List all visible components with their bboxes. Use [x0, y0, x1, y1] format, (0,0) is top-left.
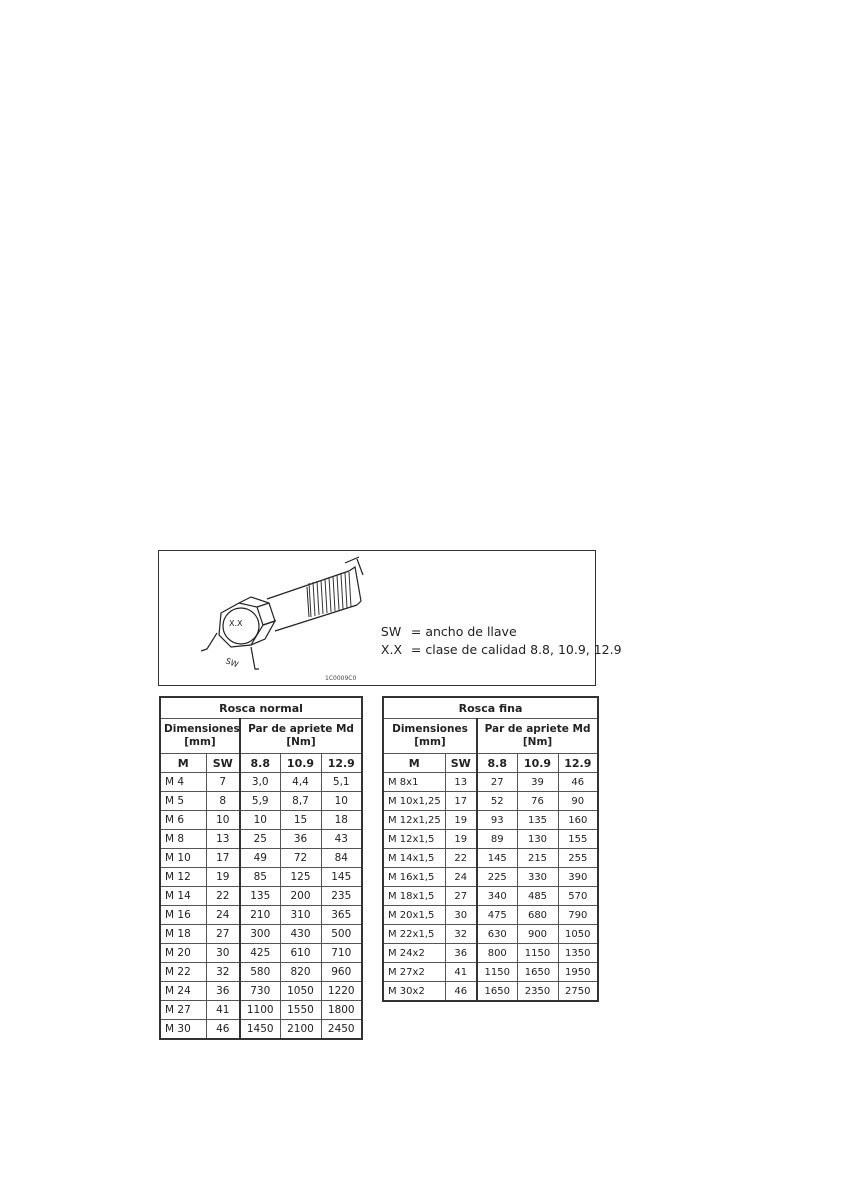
cell-10-9: 76: [517, 792, 558, 811]
cell-8-8: 10: [240, 811, 280, 830]
cell-sw: 24: [206, 906, 240, 925]
col-m: M: [160, 754, 206, 773]
cell-size: M 18x1,5: [383, 887, 445, 906]
cell-sw: 27: [445, 887, 477, 906]
cell-12-9: 255: [558, 849, 598, 868]
cell-sw: 32: [445, 925, 477, 944]
group-dimensions: Dimensiones [mm]: [383, 719, 477, 754]
cell-size: M 30x2: [383, 982, 445, 1002]
sw-mark-text: SW: [224, 656, 240, 670]
cell-size: M 22: [160, 963, 206, 982]
table-row: [383, 811, 598, 830]
table-row: [383, 925, 598, 944]
table-row: [383, 868, 598, 887]
cell-8-8: 93: [477, 811, 517, 830]
cell-8-8: 1100: [240, 1001, 280, 1020]
cell-10-9: 1150: [517, 944, 558, 963]
cell-size: M 14: [160, 887, 206, 906]
cell-sw: 30: [445, 906, 477, 925]
col-12-9: 12.9: [558, 754, 598, 773]
cell-12-9: 1050: [558, 925, 598, 944]
cell-size: M 20: [160, 944, 206, 963]
cell-sw: 24: [445, 868, 477, 887]
cell-10-9: 135: [517, 811, 558, 830]
cell-10-9: 430: [280, 925, 321, 944]
table-title: Rosca normal: [160, 697, 362, 719]
table-row: [160, 811, 362, 830]
col-8-8: 8.8: [477, 754, 517, 773]
cell-8-8: 5,9: [240, 792, 280, 811]
cell-12-9: 390: [558, 868, 598, 887]
cell-8-8: 49: [240, 849, 280, 868]
cell-10-9: 1050: [280, 982, 321, 1001]
cell-10-9: 36: [280, 830, 321, 849]
cell-8-8: 630: [477, 925, 517, 944]
cell-sw: 30: [206, 944, 240, 963]
cell-12-9: 18: [321, 811, 362, 830]
cell-8-8: 300: [240, 925, 280, 944]
cell-sw: 22: [445, 849, 477, 868]
cell-12-9: 46: [558, 773, 598, 792]
cell-12-9: 1800: [321, 1001, 362, 1020]
cell-sw: 46: [445, 982, 477, 1002]
cell-size: M 18: [160, 925, 206, 944]
cell-10-9: 310: [280, 906, 321, 925]
cell-size: M 22x1,5: [383, 925, 445, 944]
table-row: [160, 944, 362, 963]
table-row: [160, 963, 362, 982]
cell-8-8: 25: [240, 830, 280, 849]
bolt-figure: [158, 550, 622, 686]
table-row: [383, 906, 598, 925]
cell-10-9: 1650: [517, 963, 558, 982]
cell-8-8: 3,0: [240, 773, 280, 792]
table-row: [160, 982, 362, 1001]
legend-sw: SW = ancho de llave: [380, 624, 517, 639]
cell-sw: 13: [206, 830, 240, 849]
cell-12-9: 2750: [558, 982, 598, 1002]
cell-size: M 10x1,25: [383, 792, 445, 811]
cell-size: M 20x1,5: [383, 906, 445, 925]
table-row: [383, 830, 598, 849]
cell-8-8: 1650: [477, 982, 517, 1002]
cell-sw: 13: [445, 773, 477, 792]
cell-12-9: 160: [558, 811, 598, 830]
cell-12-9: 1950: [558, 963, 598, 982]
cell-sw: 32: [206, 963, 240, 982]
cell-12-9: 84: [321, 849, 362, 868]
cell-size: M 8x1: [383, 773, 445, 792]
cell-10-9: 39: [517, 773, 558, 792]
cell-8-8: 800: [477, 944, 517, 963]
table-rosca-fina: [382, 696, 599, 1002]
cell-8-8: 730: [240, 982, 280, 1001]
cell-10-9: 485: [517, 887, 558, 906]
table-title: Rosca fina: [383, 697, 598, 719]
table-row: [383, 887, 598, 906]
cell-size: M 27x2: [383, 963, 445, 982]
cell-8-8: 475: [477, 906, 517, 925]
cell-sw: 17: [206, 849, 240, 868]
cell-8-8: 225: [477, 868, 517, 887]
table-row: [383, 849, 598, 868]
table-row: [383, 773, 598, 792]
col-sw: SW: [445, 754, 477, 773]
cell-size: M 16: [160, 906, 206, 925]
cell-sw: 41: [206, 1001, 240, 1020]
table-row: [160, 773, 362, 792]
cell-sw: 36: [206, 982, 240, 1001]
table-row: [160, 1001, 362, 1020]
cell-size: M 24: [160, 982, 206, 1001]
cell-sw: 19: [445, 811, 477, 830]
figure-code: 1C0009C0: [325, 675, 357, 682]
cell-sw: 10: [206, 811, 240, 830]
cell-size: M 5: [160, 792, 206, 811]
cell-size: M 10: [160, 849, 206, 868]
legend-xx: X.X = clase de calidad 8.8, 10.9, 12.9: [380, 642, 622, 657]
cell-12-9: 43: [321, 830, 362, 849]
cell-12-9: 710: [321, 944, 362, 963]
cell-sw: 27: [206, 925, 240, 944]
table-row: [383, 792, 598, 811]
group-dimensions: Dimensiones [mm]: [160, 719, 240, 754]
cell-size: M 16x1,5: [383, 868, 445, 887]
cell-sw: 46: [206, 1020, 240, 1040]
table-row: [160, 792, 362, 811]
cell-size: M 8: [160, 830, 206, 849]
cell-size: M 12x1,25: [383, 811, 445, 830]
cell-10-9: 15: [280, 811, 321, 830]
cell-10-9: 1550: [280, 1001, 321, 1020]
cell-sw: 22: [206, 887, 240, 906]
cell-12-9: 5,1: [321, 773, 362, 792]
table-row: [383, 944, 598, 963]
cell-12-9: 365: [321, 906, 362, 925]
cell-12-9: 570: [558, 887, 598, 906]
cell-sw: 7: [206, 773, 240, 792]
cell-size: M 27: [160, 1001, 206, 1020]
cell-10-9: 200: [280, 887, 321, 906]
cell-12-9: 10: [321, 792, 362, 811]
table-row: [160, 1020, 362, 1040]
table-row: [383, 982, 598, 1002]
group-torque: Par de apriete Md [Nm]: [477, 719, 598, 754]
cell-12-9: 1220: [321, 982, 362, 1001]
cell-sw: 41: [445, 963, 477, 982]
cell-sw: 19: [206, 868, 240, 887]
cell-12-9: 90: [558, 792, 598, 811]
table-row: [160, 925, 362, 944]
cell-12-9: 500: [321, 925, 362, 944]
col-10-9: 10.9: [280, 754, 321, 773]
cell-10-9: 820: [280, 963, 321, 982]
cell-8-8: 1450: [240, 1020, 280, 1040]
cell-8-8: 89: [477, 830, 517, 849]
col-12-9: 12.9: [321, 754, 362, 773]
cell-8-8: 580: [240, 963, 280, 982]
table-rosca-normal: [159, 696, 363, 1040]
group-torque: Par de apriete Md [Nm]: [240, 719, 362, 754]
cell-size: M 4: [160, 773, 206, 792]
cell-12-9: 155: [558, 830, 598, 849]
cell-sw: 19: [445, 830, 477, 849]
cell-sw: 36: [445, 944, 477, 963]
table-row: [160, 868, 362, 887]
cell-8-8: 1150: [477, 963, 517, 982]
cell-12-9: 2450: [321, 1020, 362, 1040]
cell-12-9: 1350: [558, 944, 598, 963]
cell-8-8: 425: [240, 944, 280, 963]
cell-8-8: 52: [477, 792, 517, 811]
table-row: [383, 963, 598, 982]
cell-10-9: 72: [280, 849, 321, 868]
cell-size: M 12: [160, 868, 206, 887]
cell-size: M 30: [160, 1020, 206, 1040]
cell-10-9: 330: [517, 868, 558, 887]
cell-8-8: 145: [477, 849, 517, 868]
cell-10-9: 2100: [280, 1020, 321, 1040]
cell-10-9: 900: [517, 925, 558, 944]
table-row: [160, 887, 362, 906]
head-mark-text: X.X: [229, 619, 243, 628]
cell-8-8: 27: [477, 773, 517, 792]
cell-10-9: 610: [280, 944, 321, 963]
cell-10-9: 125: [280, 868, 321, 887]
cell-12-9: 960: [321, 963, 362, 982]
cell-10-9: 680: [517, 906, 558, 925]
table-row: [160, 906, 362, 925]
cell-size: M 24x2: [383, 944, 445, 963]
cell-size: M 12x1,5: [383, 830, 445, 849]
cell-10-9: 4,4: [280, 773, 321, 792]
col-m: M: [383, 754, 445, 773]
cell-12-9: 235: [321, 887, 362, 906]
col-10-9: 10.9: [517, 754, 558, 773]
col-8-8: 8.8: [240, 754, 280, 773]
cell-size: M 6: [160, 811, 206, 830]
cell-sw: 17: [445, 792, 477, 811]
cell-8-8: 340: [477, 887, 517, 906]
cell-12-9: 145: [321, 868, 362, 887]
cell-size: M 14x1,5: [383, 849, 445, 868]
col-sw: SW: [206, 754, 240, 773]
cell-10-9: 8,7: [280, 792, 321, 811]
cell-8-8: 210: [240, 906, 280, 925]
table-row: [160, 849, 362, 868]
cell-10-9: 2350: [517, 982, 558, 1002]
cell-sw: 8: [206, 792, 240, 811]
table-row: [160, 830, 362, 849]
cell-8-8: 135: [240, 887, 280, 906]
cell-12-9: 790: [558, 906, 598, 925]
cell-10-9: 215: [517, 849, 558, 868]
cell-10-9: 130: [517, 830, 558, 849]
cell-8-8: 85: [240, 868, 280, 887]
